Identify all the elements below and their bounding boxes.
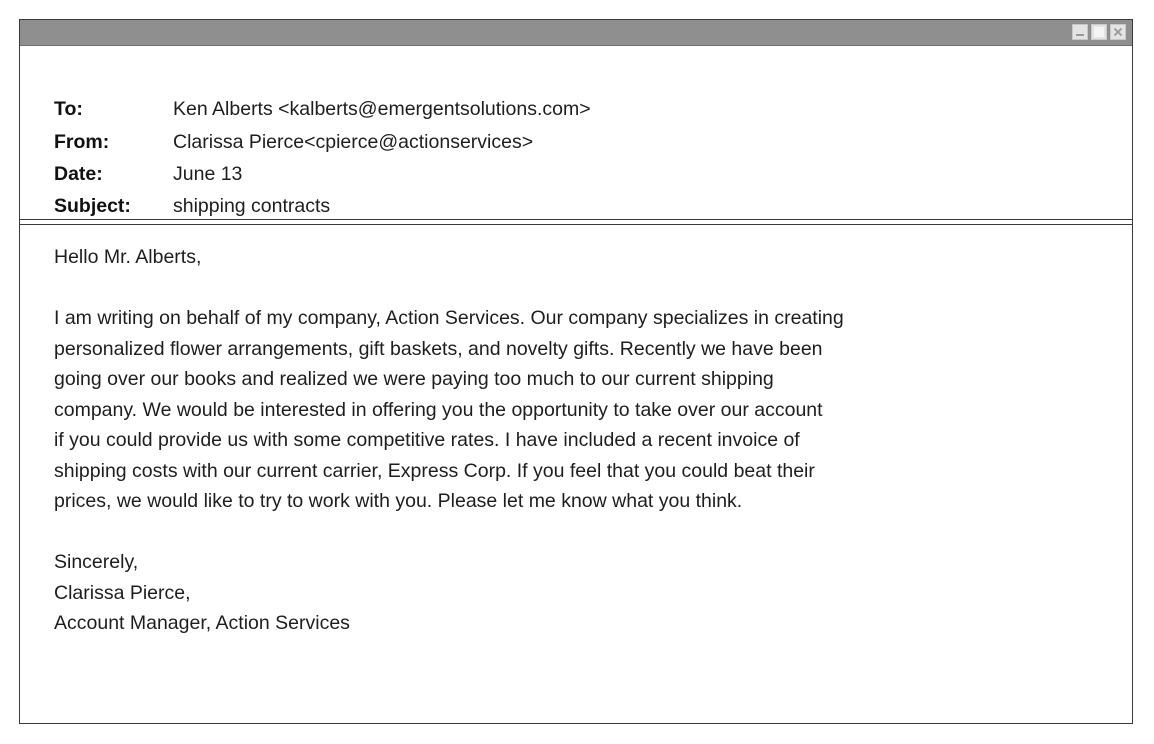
window-controls — [1072, 24, 1126, 41]
minimize-button[interactable] — [1072, 24, 1088, 40]
date-value: June 13 — [173, 163, 243, 185]
paragraph-line: shipping costs with our current carrier, Express Corp. If you feel that you could beat their — [54, 459, 815, 482]
header-divider — [20, 219, 1132, 225]
to-value: Ken Alberts <kalberts@emergentsolutions.com> — [173, 98, 591, 120]
paragraph-gap — [54, 273, 1104, 304]
subject-label: Subject: — [54, 195, 131, 217]
maximize-icon — [1094, 27, 1104, 37]
paragraph-line: company. We would be interested in offering you the opportunity to take over our account — [54, 398, 823, 421]
email-header — [20, 45, 1132, 220]
paragraph-line: personalized flower arrangements, gift baskets, and novelty gifts. Recently we have been — [54, 337, 823, 360]
date-label: Date: — [54, 163, 103, 185]
close-button[interactable] — [1110, 24, 1126, 40]
from-label: From: — [54, 131, 110, 153]
close-icon — [1113, 27, 1123, 37]
paragraph-line: prices, we would like to try to work with you. Please let me know what you think. — [54, 490, 743, 512]
signature-name: Clarissa Pierce, — [54, 581, 191, 604]
from-value: Clarissa Pierce<cpierce@actionservices> — [173, 131, 534, 153]
title-bar[interactable] — [20, 20, 1132, 46]
minimize-icon — [1075, 27, 1085, 37]
paragraph-gap — [54, 517, 1104, 548]
signature-title: Account Manager, Action Services — [54, 612, 350, 634]
paragraph-line: going over our books and realized we were paying too much to our current shipping — [54, 368, 774, 390]
paragraph-line: I am writing on behalf of my company, Action Services. Our company specializes in creating — [54, 307, 844, 329]
email-window — [19, 19, 1133, 724]
paragraph-line: if you could provide us with some competitive rates. I have included a recent invoice of — [54, 429, 800, 451]
maximize-button[interactable] — [1091, 24, 1107, 40]
to-label: To: — [54, 98, 83, 120]
subject-value: shipping contracts — [173, 195, 331, 217]
greeting: Hello Mr. Alberts, — [54, 246, 202, 268]
email-body — [54, 242, 1104, 639]
closing: Sincerely, — [54, 551, 139, 573]
